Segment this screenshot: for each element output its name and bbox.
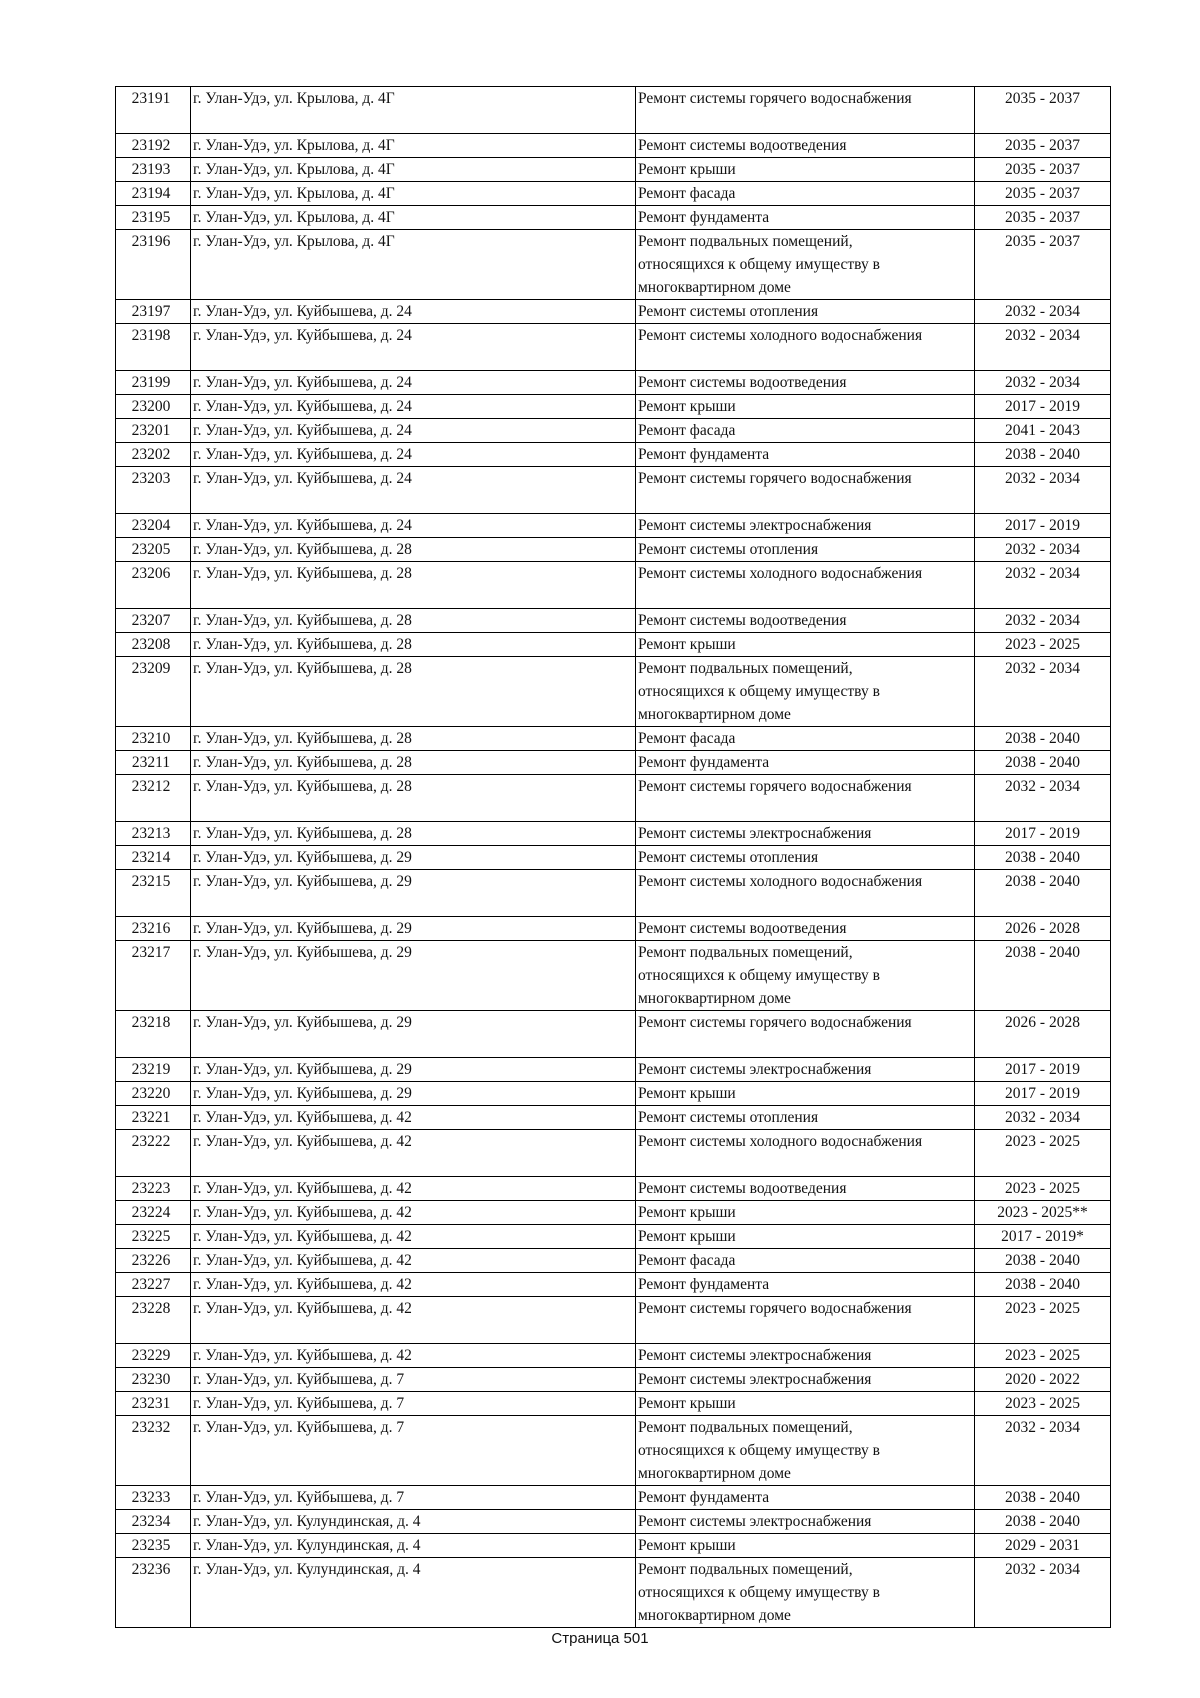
table-row [116,1249,1111,1273]
period-cell: 2032 - 2034 [975,657,1111,727]
table-row [116,917,1111,941]
row-number: 23196 [116,230,191,300]
work-type-cell [636,1225,975,1249]
work-type-cell [636,562,975,609]
period-cell: 2038 - 2040 [975,751,1111,775]
work-type-cell [636,941,975,1011]
period-cell: 2032 - 2034 [975,562,1111,609]
work-type-cell [636,1082,975,1106]
row-number: 23216 [116,917,191,941]
work-type-cell [636,1510,975,1534]
address-cell: г. Улан-Удэ, ул. Куйбышева, д. 29 [191,941,636,1011]
table-row [116,1368,1111,1392]
work-type-line: Ремонт системы горячего водоснабжения [638,1014,912,1031]
address-cell: г. Улан-Удэ, ул. Куйбышева, д. 42 [191,1249,636,1273]
work-type-line: Ремонт системы электроснабжения [638,1371,872,1388]
work-type-line: Ремонт крыши [638,636,736,653]
work-type-line: Ремонт системы отопления [638,541,819,558]
work-type-line: Ремонт системы водоотведения [638,137,847,154]
table-row [116,727,1111,751]
row-number: 23195 [116,206,191,230]
work-type-cell [636,371,975,395]
work-type-line: Ремонт фасада [638,185,736,202]
period-cell: 2032 - 2034 [975,609,1111,633]
work-type-line: Ремонт фасада [638,422,736,439]
work-type-line: Ремонт системы холодного водоснабжения [638,1133,923,1150]
table-row [116,1177,1111,1201]
period-cell: 2023 - 2025 [975,1392,1111,1416]
table-row [116,1344,1111,1368]
work-type-cell [636,538,975,562]
work-type-cell [636,514,975,538]
row-number: 23231 [116,1392,191,1416]
row-number: 23194 [116,182,191,206]
address-cell: г. Улан-Удэ, ул. Куйбышева, д. 24 [191,395,636,419]
work-type-cell [636,633,975,657]
work-type-cell [636,324,975,371]
work-type-cell [636,1486,975,1510]
period-cell: 2038 - 2040 [975,941,1111,1011]
row-number: 23207 [116,609,191,633]
work-type-line: Ремонт крыши [638,161,736,178]
table-row [116,419,1111,443]
period-cell: 2032 - 2034 [975,371,1111,395]
table-row [116,1558,1111,1628]
address-cell: г. Улан-Удэ, ул. Куйбышева, д. 29 [191,870,636,917]
work-type-cell [636,467,975,514]
period-cell: 2017 - 2019 [975,1058,1111,1082]
work-type-cell [636,822,975,846]
address-cell: г. Улан-Удэ, ул. Куйбышева, д. 42 [191,1130,636,1177]
address-cell: г. Улан-Удэ, ул. Куйбышева, д. 7 [191,1486,636,1510]
work-type-cell [636,1011,975,1058]
table-row [116,1130,1111,1177]
row-number: 23193 [116,158,191,182]
work-type-cell [636,1249,975,1273]
row-number: 23212 [116,775,191,822]
address-cell: г. Улан-Удэ, ул. Куйбышева, д. 29 [191,1082,636,1106]
row-number: 23235 [116,1534,191,1558]
table-row [116,1392,1111,1416]
work-type-cell [636,395,975,419]
work-type-line: Ремонт системы отопления [638,849,819,866]
work-type-line: многоквартирном доме [638,279,791,296]
row-number: 23191 [116,87,191,134]
address-cell: г. Улан-Удэ, ул. Куйбышева, д. 24 [191,467,636,514]
row-number: 23222 [116,1130,191,1177]
table-row [116,467,1111,514]
work-type-line: Ремонт системы горячего водоснабжения [638,778,912,795]
work-type-line: Ремонт фасада [638,1252,736,1269]
period-cell: 2038 - 2040 [975,870,1111,917]
address-cell: г. Улан-Удэ, ул. Куйбышева, д. 28 [191,538,636,562]
table-row [116,324,1111,371]
work-type-line: многоквартирном доме [638,1607,791,1624]
table-row [116,1082,1111,1106]
row-number: 23203 [116,467,191,514]
work-type-line: Ремонт подвальных помещений, [638,233,853,250]
work-type-line: Ремонт системы отопления [638,1109,819,1126]
table-row [116,751,1111,775]
work-type-cell [636,87,975,134]
work-type-line: Ремонт фундамента [638,446,770,463]
work-type-line: многоквартирном доме [638,706,791,723]
address-cell: г. Улан-Удэ, ул. Кулундинская, д. 4 [191,1534,636,1558]
row-number: 23211 [116,751,191,775]
work-type-line: Ремонт системы горячего водоснабжения [638,90,912,107]
period-cell: 2017 - 2019 [975,1082,1111,1106]
period-cell: 2029 - 2031 [975,1534,1111,1558]
address-cell: г. Улан-Удэ, ул. Куйбышева, д. 24 [191,514,636,538]
work-type-line: Ремонт крыши [638,1204,736,1221]
period-cell: 2032 - 2034 [975,467,1111,514]
address-cell: г. Улан-Удэ, ул. Крылова, д. 4Г [191,206,636,230]
table-row [116,371,1111,395]
address-cell: г. Улан-Удэ, ул. Крылова, д. 4Г [191,134,636,158]
row-number: 23230 [116,1368,191,1392]
address-cell: г. Улан-Удэ, ул. Куйбышева, д. 28 [191,657,636,727]
row-number: 23218 [116,1011,191,1058]
work-type-line: многоквартирном доме [638,990,791,1007]
period-cell: 2017 - 2019* [975,1225,1111,1249]
row-number: 23204 [116,514,191,538]
work-type-line: Ремонт системы электроснабжения [638,1347,872,1364]
table-row [116,822,1111,846]
work-type-line: Ремонт крыши [638,1085,736,1102]
table-row [116,206,1111,230]
row-number: 23220 [116,1082,191,1106]
period-cell: 2038 - 2040 [975,846,1111,870]
period-cell: 2023 - 2025 [975,1297,1111,1344]
work-type-cell [636,657,975,727]
period-cell: 2023 - 2025 [975,633,1111,657]
work-type-cell [636,1392,975,1416]
table-row [116,609,1111,633]
work-type-line: Ремонт системы отопления [638,303,819,320]
period-cell: 2020 - 2022 [975,1368,1111,1392]
row-number: 23228 [116,1297,191,1344]
work-type-line: многоквартирном доме [638,1465,791,1482]
period-cell: 2017 - 2019 [975,822,1111,846]
row-number: 23227 [116,1273,191,1297]
work-type-line: Ремонт системы электроснабжения [638,825,872,842]
period-cell: 2032 - 2034 [975,1106,1111,1130]
address-cell: г. Улан-Удэ, ул. Куйбышева, д. 24 [191,419,636,443]
table-row [116,1273,1111,1297]
table-row [116,657,1111,727]
work-type-cell [636,1058,975,1082]
row-number: 23192 [116,134,191,158]
table-row [116,395,1111,419]
table-row [116,870,1111,917]
work-type-cell [636,1558,975,1628]
work-type-line: Ремонт фундамента [638,1276,770,1293]
address-cell: г. Улан-Удэ, ул. Куйбышева, д. 28 [191,775,636,822]
period-cell: 2026 - 2028 [975,1011,1111,1058]
address-cell: г. Улан-Удэ, ул. Куйбышева, д. 24 [191,371,636,395]
work-type-line: относящихся к общему имуществу в [638,256,880,273]
period-cell: 2035 - 2037 [975,182,1111,206]
work-type-cell [636,1106,975,1130]
row-number: 23217 [116,941,191,1011]
table-row [116,443,1111,467]
work-type-line: Ремонт системы электроснабжения [638,1061,872,1078]
work-type-line: Ремонт системы холодного водоснабжения [638,873,923,890]
work-type-line: Ремонт подвальных помещений, [638,1419,853,1436]
period-cell: 2035 - 2037 [975,87,1111,134]
work-type-line: Ремонт системы водоотведения [638,612,847,629]
table-row [116,846,1111,870]
address-cell: г. Улан-Удэ, ул. Куйбышева, д. 42 [191,1201,636,1225]
table-row [116,300,1111,324]
work-type-line: Ремонт системы горячего водоснабжения [638,1300,912,1317]
period-cell: 2038 - 2040 [975,1249,1111,1273]
work-type-cell [636,1368,975,1392]
period-cell: 2038 - 2040 [975,443,1111,467]
work-type-cell [636,1416,975,1486]
period-cell: 2023 - 2025 [975,1130,1111,1177]
table-row [116,1201,1111,1225]
address-cell: г. Улан-Удэ, ул. Куйбышева, д. 42 [191,1297,636,1344]
period-cell: 2032 - 2034 [975,324,1111,371]
address-cell: г. Улан-Удэ, ул. Кулундинская, д. 4 [191,1558,636,1628]
address-cell: г. Улан-Удэ, ул. Куйбышева, д. 7 [191,1368,636,1392]
row-number: 23233 [116,1486,191,1510]
address-cell: г. Улан-Удэ, ул. Куйбышева, д. 42 [191,1177,636,1201]
table-row [116,1534,1111,1558]
period-cell: 2035 - 2037 [975,230,1111,300]
work-type-cell [636,182,975,206]
works-table [115,86,1111,1628]
address-cell: г. Улан-Удэ, ул. Куйбышева, д. 28 [191,727,636,751]
address-cell: г. Улан-Удэ, ул. Куйбышева, д. 28 [191,633,636,657]
work-type-cell [636,775,975,822]
work-type-cell [636,870,975,917]
table-row [116,1225,1111,1249]
work-type-line: Ремонт системы водоотведения [638,920,847,937]
address-cell: г. Улан-Удэ, ул. Крылова, д. 4Г [191,87,636,134]
table-row [116,1106,1111,1130]
period-cell: 2032 - 2034 [975,300,1111,324]
work-type-cell [636,1534,975,1558]
work-type-cell [636,230,975,300]
work-type-cell [636,158,975,182]
work-type-line: Ремонт системы водоотведения [638,1180,847,1197]
period-cell: 2032 - 2034 [975,775,1111,822]
table-body [116,87,1111,1628]
work-type-line: Ремонт крыши [638,1537,736,1554]
period-cell: 2038 - 2040 [975,727,1111,751]
work-type-line: Ремонт системы холодного водоснабжения [638,327,923,344]
work-type-cell [636,917,975,941]
row-number: 23205 [116,538,191,562]
row-number: 23215 [116,870,191,917]
work-type-line: Ремонт подвальных помещений, [638,1561,853,1578]
work-type-line: относящихся к общему имуществу в [638,1584,880,1601]
row-number: 23214 [116,846,191,870]
work-type-cell [636,846,975,870]
row-number: 23229 [116,1344,191,1368]
address-cell: г. Улан-Удэ, ул. Крылова, д. 4Г [191,230,636,300]
address-cell: г. Улан-Удэ, ул. Крылова, д. 4Г [191,182,636,206]
table-row [116,1058,1111,1082]
row-number: 23210 [116,727,191,751]
address-cell: г. Улан-Удэ, ул. Кулундинская, д. 4 [191,1510,636,1534]
work-type-line: Ремонт крыши [638,1395,736,1412]
work-type-line: Ремонт системы горячего водоснабжения [638,470,912,487]
period-cell: 2035 - 2037 [975,134,1111,158]
work-type-line: Ремонт системы электроснабжения [638,1513,872,1530]
period-cell: 2023 - 2025 [975,1177,1111,1201]
address-cell: г. Улан-Удэ, ул. Куйбышева, д. 28 [191,609,636,633]
table-row [116,1486,1111,1510]
row-number: 23232 [116,1416,191,1486]
work-type-line: Ремонт системы холодного водоснабжения [638,565,923,582]
period-cell: 2035 - 2037 [975,206,1111,230]
row-number: 23199 [116,371,191,395]
work-type-cell [636,1344,975,1368]
work-type-line: относящихся к общему имуществу в [638,967,880,984]
row-number: 23201 [116,419,191,443]
address-cell: г. Улан-Удэ, ул. Куйбышева, д. 28 [191,562,636,609]
row-number: 23219 [116,1058,191,1082]
row-number: 23225 [116,1225,191,1249]
address-cell: г. Улан-Удэ, ул. Куйбышева, д. 42 [191,1344,636,1368]
work-type-line: Ремонт фундамента [638,209,770,226]
address-cell: г. Улан-Удэ, ул. Куйбышева, д. 42 [191,1106,636,1130]
address-cell: г. Улан-Удэ, ул. Куйбышева, д. 24 [191,443,636,467]
row-number: 23200 [116,395,191,419]
address-cell: г. Улан-Удэ, ул. Куйбышева, д. 7 [191,1416,636,1486]
table-row [116,1510,1111,1534]
work-type-cell [636,419,975,443]
work-type-line: относящихся к общему имуществу в [638,1442,880,1459]
work-type-cell [636,443,975,467]
work-type-cell [636,1130,975,1177]
table-row [116,158,1111,182]
work-type-line: Ремонт системы электроснабжения [638,517,872,534]
row-number: 23208 [116,633,191,657]
page-number: Страница 501 [551,1630,649,1647]
period-cell: 2038 - 2040 [975,1273,1111,1297]
work-type-cell [636,1201,975,1225]
table-row [116,633,1111,657]
row-number: 23209 [116,657,191,727]
period-cell: 2032 - 2034 [975,538,1111,562]
period-cell: 2026 - 2028 [975,917,1111,941]
table-row [116,134,1111,158]
work-type-cell [636,134,975,158]
table-row [116,1297,1111,1344]
work-type-cell [636,1177,975,1201]
work-type-cell [636,1273,975,1297]
period-cell: 2038 - 2040 [975,1486,1111,1510]
period-cell: 2023 - 2025** [975,1201,1111,1225]
work-type-line: Ремонт крыши [638,398,736,415]
work-type-cell [636,206,975,230]
row-number: 23198 [116,324,191,371]
work-type-line: Ремонт системы водоотведения [638,374,847,391]
period-cell: 2032 - 2034 [975,1416,1111,1486]
address-cell: г. Улан-Удэ, ул. Куйбышева, д. 29 [191,1058,636,1082]
period-cell: 2017 - 2019 [975,514,1111,538]
row-number: 23223 [116,1177,191,1201]
address-cell: г. Улан-Удэ, ул. Крылова, д. 4Г [191,158,636,182]
table-row [116,182,1111,206]
period-cell: 2032 - 2034 [975,1558,1111,1628]
row-number: 23226 [116,1249,191,1273]
work-type-line: Ремонт крыши [638,1228,736,1245]
table-row [116,230,1111,300]
work-type-cell [636,1297,975,1344]
work-type-line: Ремонт подвальных помещений, [638,944,853,961]
row-number: 23206 [116,562,191,609]
work-type-cell [636,300,975,324]
work-type-cell [636,751,975,775]
address-cell: г. Улан-Удэ, ул. Куйбышева, д. 42 [191,1225,636,1249]
work-type-line: Ремонт фундамента [638,1489,770,1506]
work-type-line: относящихся к общему имуществу в [638,683,880,700]
table-row [116,514,1111,538]
table-row [116,87,1111,134]
address-cell: г. Улан-Удэ, ул. Куйбышева, д. 29 [191,917,636,941]
table-row [116,562,1111,609]
table-row [116,941,1111,1011]
period-cell: 2038 - 2040 [975,1510,1111,1534]
address-cell: г. Улан-Удэ, ул. Куйбышева, д. 24 [191,324,636,371]
period-cell: 2035 - 2037 [975,158,1111,182]
address-cell: г. Улан-Удэ, ул. Куйбышева, д. 28 [191,822,636,846]
period-cell: 2017 - 2019 [975,395,1111,419]
row-number: 23202 [116,443,191,467]
address-cell: г. Улан-Удэ, ул. Куйбышева, д. 24 [191,300,636,324]
work-type-line: Ремонт подвальных помещений, [638,660,853,677]
address-cell: г. Улан-Удэ, ул. Куйбышева, д. 29 [191,1011,636,1058]
address-cell: г. Улан-Удэ, ул. Куйбышева, д. 7 [191,1392,636,1416]
table-row [116,1416,1111,1486]
period-cell: 2023 - 2025 [975,1344,1111,1368]
work-type-cell [636,727,975,751]
table-row [116,775,1111,822]
address-cell: г. Улан-Удэ, ул. Куйбышева, д. 42 [191,1273,636,1297]
table-row [116,1011,1111,1058]
address-cell: г. Улан-Удэ, ул. Куйбышева, д. 28 [191,751,636,775]
address-cell: г. Улан-Удэ, ул. Куйбышева, д. 29 [191,846,636,870]
period-cell: 2041 - 2043 [975,419,1111,443]
row-number: 23221 [116,1106,191,1130]
row-number: 23197 [116,300,191,324]
row-number: 23236 [116,1558,191,1628]
work-type-line: Ремонт фундамента [638,754,770,771]
row-number: 23224 [116,1201,191,1225]
work-type-cell [636,609,975,633]
table-row [116,538,1111,562]
row-number: 23213 [116,822,191,846]
row-number: 23234 [116,1510,191,1534]
work-type-line: Ремонт фасада [638,730,736,747]
